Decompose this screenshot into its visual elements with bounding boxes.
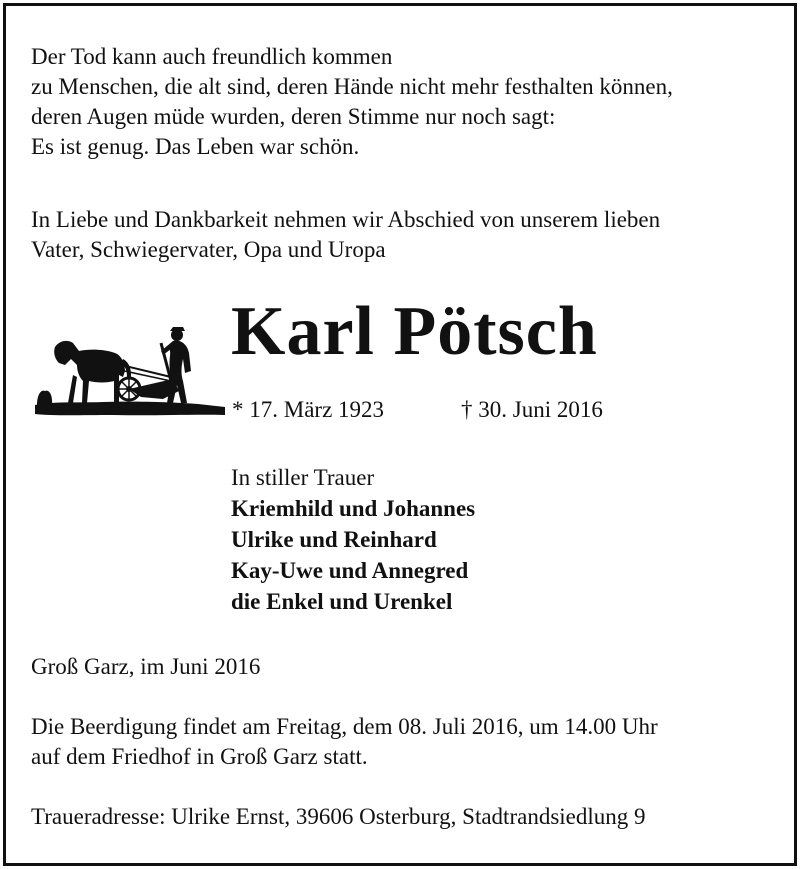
- obituary-notice: [3, 3, 797, 866]
- mourner-name: Kay-Uwe und Annegred: [231, 558, 469, 583]
- poem: [31, 42, 673, 162]
- deceased-name: Karl Pötsch: [231, 293, 598, 370]
- farmer-plowing-with-horse-icon: [33, 319, 228, 425]
- poem-line: Der Tod kann auch freundlich kommen: [31, 44, 393, 69]
- mourners-block: [231, 462, 475, 617]
- birth-date: * 17. März 1923: [232, 397, 385, 422]
- funeral-line: Die Beerdigung findet am Freitag, dem 08. Juli 2016, um 14.00 Uhr: [31, 714, 658, 739]
- poem-line: zu Menschen, die alt sind, deren Hände nicht mehr festhalten können,: [31, 74, 673, 99]
- funeral-line: auf dem Friedhof in Groß Garz statt.: [31, 744, 368, 769]
- place-date: Groß Garz, im Juni 2016: [31, 654, 261, 679]
- mourning-address: Traueradresse: Ulrike Ernst, 39606 Osterburg, Stadtrandsiedlung 9: [31, 804, 646, 829]
- funeral-info: [31, 712, 658, 772]
- poem-line: deren Augen müde wurden, deren Stimme nur noch sagt:: [31, 104, 556, 129]
- mourner-name: die Enkel und Urenkel: [231, 589, 453, 614]
- mourners-heading: In stiller Trauer: [231, 465, 375, 490]
- intro-line: Vater, Schwiegervater, Opa und Uropa: [31, 237, 386, 262]
- mourner-name: Ulrike und Reinhard: [231, 527, 437, 552]
- intro-text: [31, 205, 660, 265]
- mourner-name: Kriemhild und Johannes: [231, 496, 476, 521]
- poem-line: Es ist genug. Das Leben war schön.: [31, 134, 360, 159]
- intro-line: In Liebe und Dankbarkeit nehmen wir Abschied von unserem lieben: [31, 207, 661, 232]
- death-date: † 30. Juni 2016: [461, 397, 603, 422]
